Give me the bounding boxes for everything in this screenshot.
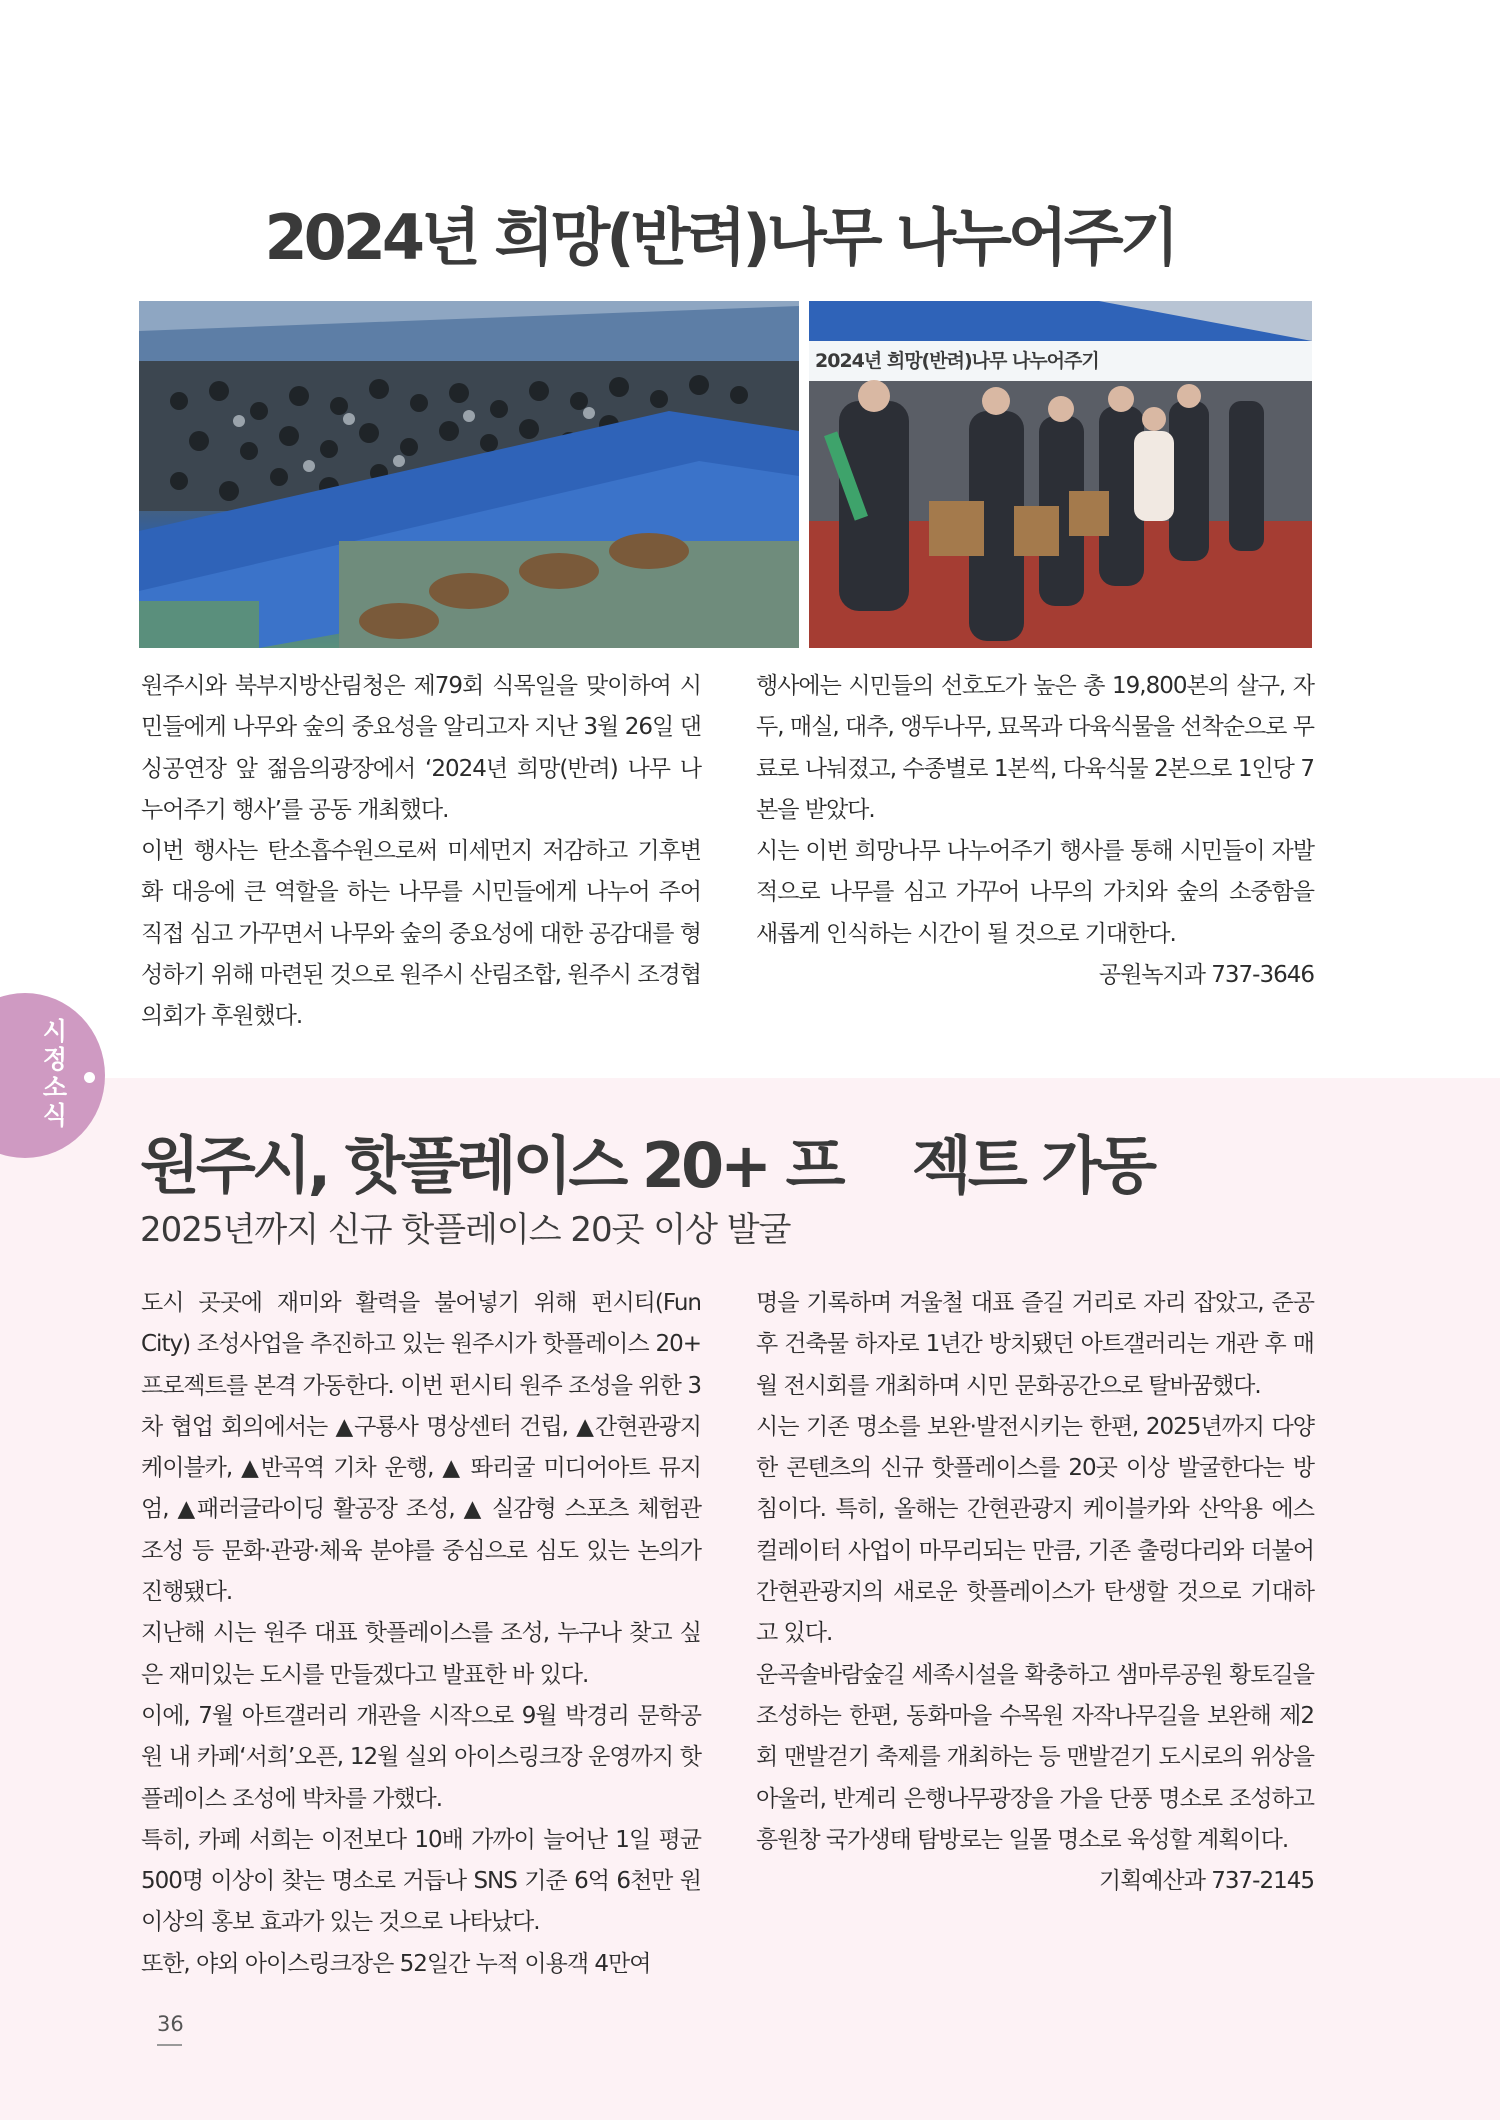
article2-title: 원주시, 핫플레이스 20+ 프 젝트 가동: [140, 1129, 1154, 1202]
article1-column-right: [756, 666, 1314, 996]
department-contact: 공원녹지과 737-3646: [1098, 962, 1314, 989]
paragraph: 행사에는 시민들의 선호도가 높은 총 19,800본의 살구, 자두, 매실, 대추, 앵두나무, 묘목과 다육식물을 선착순으로 무료로 나눠졌고, 수종별로 1본씩, 다육식물 2본으로 1인당 7본을 받았다.: [756, 673, 1314, 823]
section-tab-label: 시정소식: [39, 1018, 68, 1130]
page-number: 36: [157, 2012, 184, 2036]
tab-dot: [84, 1072, 95, 1083]
banner-text: 2024년 희망(반려)나무 나누어주기: [815, 350, 1099, 372]
crowd-photo: [139, 301, 799, 648]
article1-column-left: [141, 666, 701, 1038]
paragraph: 도시 곳곳에 재미와 활력을 불어넣기 위해 펀시티(Fun City) 조성사업을 추진하고 있는 원주시가 핫플레이스 20+ 프로젝트를 본격 가동한다. 이번 펀시티 원주 조성을 위한 3차 협업 회의에서는 ▲구룡사 명상센터 건립, ▲간현관광지 케이블카, ▲반곡역 기차 운행, ▲ 똬리굴 미디어아트 뮤지엄, ▲패러글라이딩 활공장 조성, ▲ 실감형 스포츠 체험관 조성 등 문화·관광·체육 분야를 중심으로 심도 있는 논의가 진행됐다.: [141, 1290, 701, 1606]
paragraph: 명을 기록하며 겨울철 대표 즐길 거리로 자리 잡았고, 준공 후 건축물 하자로 1년간 방치됐던 아트갤러리는 개관 후 매월 전시회를 개최하며 시민 문화공간으로 탈바꿈했다.: [756, 1290, 1314, 1399]
paragraph: 운곡솔바람숲길 세족시설을 확충하고 샘마루공원 황토길을 조성하는 한편, 동화마을 수목원 자작나무길을 보완해 제2회 맨발걷기 축제를 개최하는 등 맨발걷기 도시로의 위상을 아울러, 반계리 은행나무광장을 가을 단풍 명소로 조성하고 흥원창 국가생태 탐방로는 일몰 명소로 육성할 계획이다.: [756, 1661, 1314, 1853]
paragraph: 원주시와 북부지방산림청은 제79회 식목일을 맞이하여 시민들에게 나무와 숲의 중요성을 알리고자 지난 3월 26일 댄싱공연장 앞 젊음의광장에서 ‘2024년 희망(반려) 나무 나누어주기 행사’를 공동 개최했다.: [141, 673, 701, 823]
paragraph: 이번 행사는 탄소흡수원으로써 미세먼지 저감하고 기후변화 대응에 큰 역할을 하는 나무를 시민들에게 나누어 주어 직접 심고 가꾸면서 나무와 숲의 중요성에 대한 공감대를 형성하기 위해 마련된 것으로 원주시 산림조합, 원주시 조경협의회가 후원했다.: [141, 838, 701, 1030]
event-photo: [809, 301, 1312, 648]
page-number-underline: [157, 2044, 182, 2046]
article2-column-left: [141, 1283, 701, 1985]
article2-subtitle: 2025년까지 신규 핫플레이스 20곳 이상 발굴: [140, 1210, 791, 1250]
article2-column-right: [756, 1283, 1314, 1902]
paragraph: 이에, 7월 아트갤러리 개관을 시작으로 9월 박경리 문학공원 내 카페‘서희’오픈, 12월 실외 아이스링크장 운영까지 핫플레이스 조성에 박차를 가했다.: [141, 1702, 701, 1812]
paragraph: 또한, 야외 아이스링크장은 52일간 누적 이용객 4만여: [141, 1950, 651, 1977]
paragraph: 지난해 시는 원주 대표 핫플레이스를 조성, 누구나 찾고 싶은 재미있는 도시를 만들겠다고 발표한 바 있다.: [141, 1620, 701, 1688]
paragraph: 특히, 카페 서희는 이전보다 10배 가까이 늘어난 1일 평균 500명 이상이 찾는 명소로 거듭나 SNS 기준 6억 6천만 원 이상의 홍보 효과가 있는 것으로 나타났다.: [141, 1826, 701, 1936]
article1-title: 2024년 희망(반려)나무 나누어주기: [264, 201, 1176, 274]
department-contact: 기획예산과 737-2145: [1098, 1868, 1314, 1895]
paragraph: 시는 이번 희망나무 나누어주기 행사를 통해 시민들이 자발적으로 나무를 심고 가꾸어 나무의 가치와 숲의 소중함을 새롭게 인식하는 시간이 될 것으로 기대한다.: [756, 838, 1314, 947]
paragraph: 시는 기존 명소를 보완·발전시키는 한편, 2025년까지 다양한 콘텐츠의 신규 핫플레이스를 20곳 이상 발굴한다는 방침이다. 특히, 올해는 간현관광지 케이블카와 산악용 에스컬레이터 사업이 마무리되는 만큼, 기존 출렁다리와 더불어 간현관광지의 새로운 핫플레이스가 탄생할 것으로 기대하고 있다.: [756, 1413, 1314, 1647]
